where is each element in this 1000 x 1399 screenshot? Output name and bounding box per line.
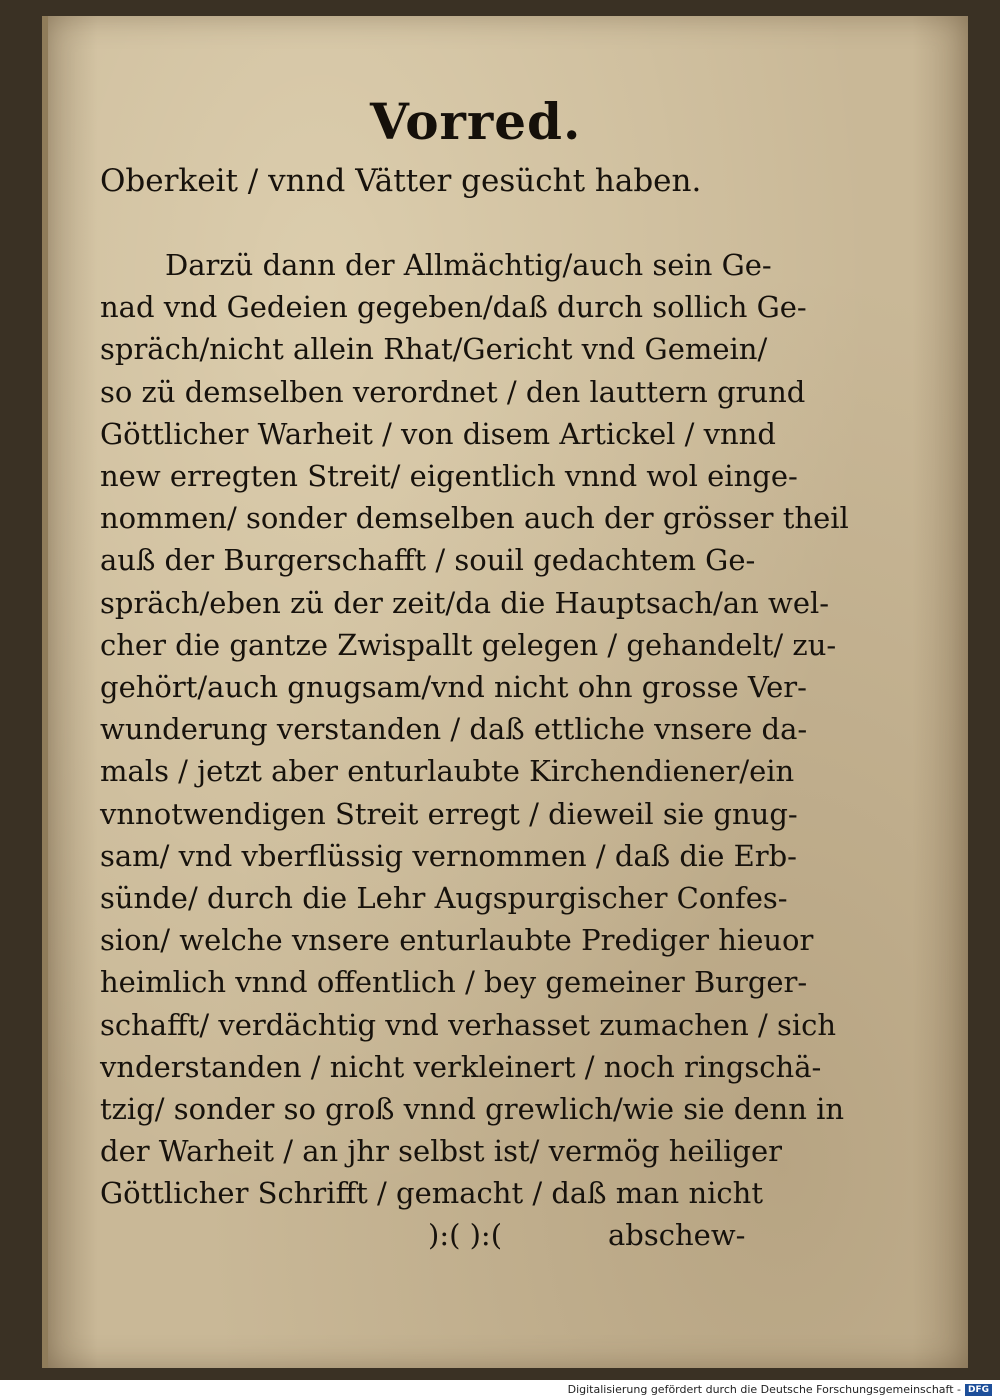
text-line: sünde/ durch die Lehr Augspurgischer Confes- [100,881,788,915]
text-line: Göttlicher Warheit / von disem Artickel / vnnd [100,416,776,451]
text-line: cher die gantze Zwispallt gelegen / gehandelt/ zu- [100,627,837,662]
dfg-logo: DFG [965,1384,992,1396]
text-line: Göttlicher Schrifft / gemacht / daß man nicht [100,1176,763,1211]
running-head: Vorred. [370,92,582,151]
text-line: mals / jetzt aber enturlaubte Kirchendiener/ein [100,754,795,789]
text-line: Darzü dann der Allmächtig/auch sein Ge- [165,248,772,282]
catchword: abschew- [608,1218,746,1252]
text-line: nad vnd Gedeien gegeben/daß durch sollich Ge- [100,290,807,325]
text-line: der Warheit / an jhr selbst ist/ vermög heiliger [100,1134,782,1169]
text-line: auß der Burgerschafft / souil gedachtem Ge- [100,543,756,578]
page-gutter-edge [42,16,48,1368]
text-line: spräch/nicht allein Rhat/Gericht vnd Gemein/ [100,332,768,367]
text-line: so zü demselben verordnet / den lauttern grund [100,374,806,409]
digitization-credit [568,1383,992,1397]
text-line: gehört/auch gnugsam/vnd nicht ohn grosse Ver- [100,670,807,704]
text-line: schafft/ verdächtig vnd verhasset zumachen / sich [100,1007,837,1042]
text-line: tzig/ sonder so groß vnnd grewlich/wie sie denn in [100,1092,845,1126]
text-line: sion/ welche vnsere enturlaubte Prediger hieuor [100,923,814,958]
text-line: heimlich vnnd offentlich / bey gemeiner Burger- [100,965,808,1000]
text-line: spräch/eben zü der zeit/da die Hauptsach/an wel- [100,585,830,620]
text-line: vnderstanden / nicht verkleinert / noch ringschä- [100,1049,822,1084]
text-line: Oberkeit / vnnd Vätter gesücht haben. [100,163,702,199]
text-line: vnnotwendigen Streit erregt / dieweil sie gnug- [100,796,798,831]
signature-marks: ):( ):( [428,1218,503,1252]
text-line: nommen/ sonder demselben auch der grösser theil [100,501,849,536]
credit-text: Digitalisierung gefördert durch die Deutsche Forschungsgemeinschaft - [567,1383,961,1396]
text-line: new erregten Streit/ eigentlich vnnd wol einge- [100,459,798,493]
text-line: sam/ vnd vberflüssig vernommen / daß die Erb- [100,838,797,873]
text-line: wunderung verstanden / daß ettliche vnsere da- [100,712,808,747]
